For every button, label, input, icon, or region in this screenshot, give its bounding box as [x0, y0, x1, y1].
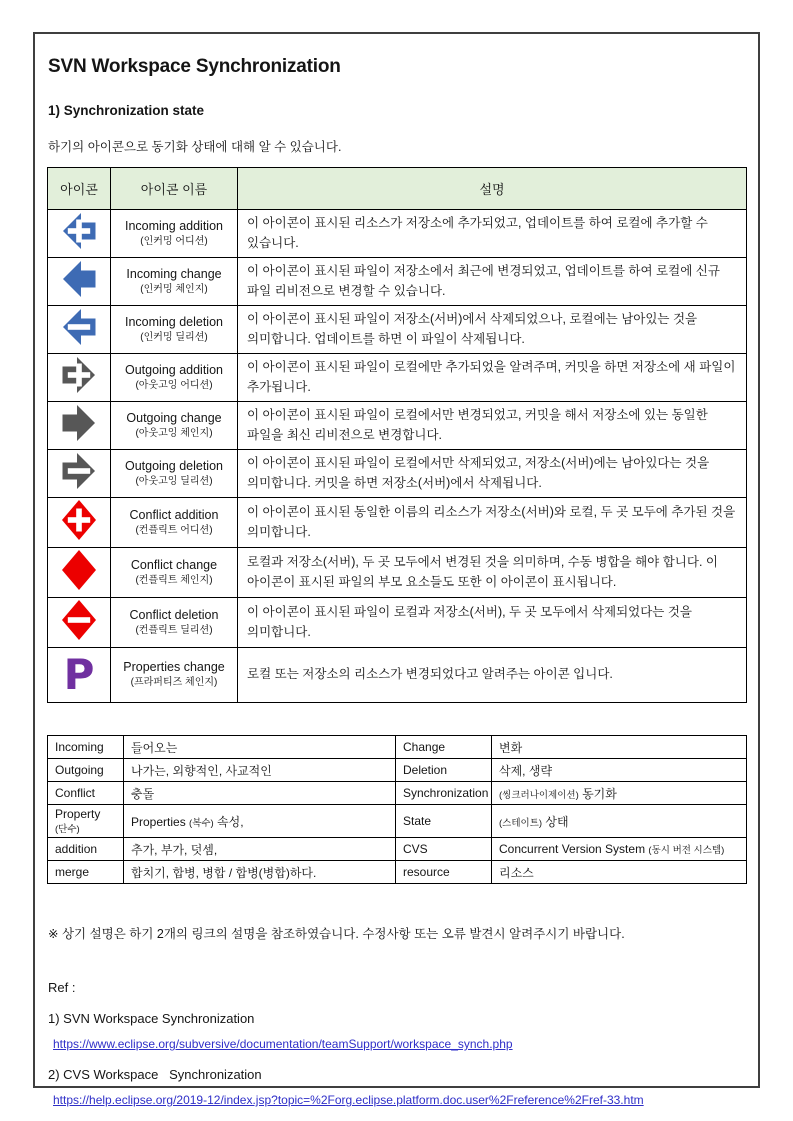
vocab-cell: 나가는, 외향적인, 사교적인 — [124, 759, 396, 782]
icon-description: 이 아이콘이 표시된 파일이 로컬에만 추가되었을 알려주며, 커밋을 하면 저장소에 새 파일이 추가됩니다. — [238, 354, 747, 402]
vocab-cell: Properties (복수) 속성, — [124, 805, 396, 838]
icon-description: 이 아이콘이 표시된 파일이 저장소(서버)에서 삭제되었으나, 로컬에는 남아있는 것을 의미합니다. 업데이트를 하면 이 파일이 삭제됩니다. — [238, 306, 747, 354]
col-header-icon-name: 아이콘 이름 — [111, 168, 238, 210]
col-header-description: 설명 — [238, 168, 747, 210]
icon-table-row-conflict-deletion — [48, 598, 747, 648]
icon-name-en: Incoming deletion — [125, 314, 223, 329]
conflict-change-icon — [48, 548, 111, 598]
icon-description: 이 아이콘이 표시된 동일한 이름의 리소스가 저장소(서버)와 로컬, 두 곳 모두에 추가된 것을 의미합니다. — [238, 498, 747, 548]
icon-name-kor: (인커밍 딜리션) — [140, 331, 208, 343]
icon-name-cell — [111, 354, 238, 402]
icon-table-row-incoming-deletion — [48, 306, 747, 354]
refs-container — [47, 1011, 746, 1107]
vocab-row — [48, 838, 747, 861]
icon-table — [47, 167, 747, 703]
icon-name-kor: (컨플릭트 체인지) — [135, 574, 213, 586]
conflict-addition-icon — [48, 498, 111, 548]
icon-description: 로컬 또는 저장소의 리소스가 변경되었다고 알려주는 아이콘 입니다. — [238, 648, 747, 703]
icon-name-en: Outgoing change — [126, 410, 222, 425]
icon-table-row-conflict-change — [48, 548, 747, 598]
icon-table-row-incoming-change — [48, 258, 747, 306]
vocab-row — [48, 805, 747, 838]
ref-title-2: 2) CVS Workspace Synchronization — [48, 1067, 262, 1082]
vocab-cell: Concurrent Version System (동시 버전 시스템) — [492, 838, 747, 861]
icon-description: 이 아이콘이 표시된 리소스가 저장소에 추가되었고, 업데이트를 하여 로컬에 추가할 수 있습니다. — [238, 210, 747, 258]
document-page — [33, 32, 760, 1107]
icon-name-cell — [111, 498, 238, 548]
icon-name-cell — [111, 258, 238, 306]
vocab-cell: 삭제, 생략 — [492, 759, 747, 782]
vocab-cell: 들어오는 — [124, 736, 396, 759]
icon-name-kor: (아웃고잉 어디션) — [135, 379, 213, 391]
icon-name-cell — [111, 450, 238, 498]
icon-description: 이 아이콘이 표시된 파일이 저장소에서 최근에 변경되었고, 업데이트를 하여 로컬에 신규 파일 리비전으로 변경할 수 있습니다. — [238, 258, 747, 306]
icon-name-kor: (아웃고잉 체인지) — [135, 427, 213, 439]
icon-name-cell — [111, 210, 238, 258]
vocab-table-body — [48, 736, 747, 884]
icon-name-cell — [111, 648, 238, 703]
icon-table-row-outgoing-addition — [48, 354, 747, 402]
vocab-cell: CVS — [396, 838, 492, 861]
icon-name-en: Conflict deletion — [129, 607, 219, 622]
vocab-cell: 합치기, 합병, 병합 / 합병(병합)하다. — [124, 861, 396, 884]
vocab-cell: resource — [396, 861, 492, 884]
icon-name-cell — [111, 402, 238, 450]
ref-url-link-1[interactable]: https://www.eclipse.org/subversive/documentation/teamSupport/workspace_synch.php — [53, 1037, 513, 1051]
vocab-cell: Incoming — [48, 736, 124, 759]
vocab-cell: Property (단수) — [48, 805, 124, 838]
icon-name-en: Properties change — [123, 660, 225, 675]
icon-description: 이 아이콘이 표시된 파일이 로컬과 저장소(서버), 두 곳 모두에서 삭제되었다는 것을 의미합니다. — [238, 598, 747, 648]
vocab-cell: State — [396, 805, 492, 838]
incoming-addition-icon — [48, 210, 111, 258]
icon-table-row-outgoing-change — [48, 402, 747, 450]
icon-table-row-outgoing-deletion — [48, 450, 747, 498]
vocab-row — [48, 759, 747, 782]
reference-note: ※ 상기 설명은 하기 2개의 링크의 설명을 참조하였습니다. 수정사항 또는 오류 발견시 알려주시기 바랍니다. — [48, 927, 625, 941]
vocab-cell: 추가, 부가, 덧셈, — [124, 838, 396, 861]
incoming-deletion-icon — [48, 306, 111, 354]
vocab-cell: Deletion — [396, 759, 492, 782]
intro-text: 하기의 아이콘으로 동기화 상태에 대해 알 수 있습니다. — [48, 140, 342, 154]
icon-name-en: Conflict change — [130, 557, 218, 572]
icon-name-kor: (컨플릭트 딜리션) — [135, 624, 213, 636]
icon-table-body — [48, 210, 747, 703]
vocab-cell: Conflict — [48, 782, 124, 805]
ref-url-link-2[interactable]: https://help.eclipse.org/2019-12/index.jsp?topic=%2Forg.eclipse.platform.doc.user%2Freference%2Fref-33.htm — [53, 1093, 644, 1107]
vocab-cell: addition — [48, 838, 124, 861]
conflict-deletion-icon — [48, 598, 111, 648]
icon-name-cell — [111, 598, 238, 648]
icon-name-kor: (프라퍼티즈 체인지) — [130, 677, 218, 689]
icon-name-en: Outgoing deletion — [125, 458, 223, 473]
icon-name-cell — [111, 306, 238, 354]
vocab-table — [47, 735, 747, 884]
vocab-cell: Change — [396, 736, 492, 759]
icon-name-kor: (아웃고잉 딜리션) — [135, 475, 213, 487]
outgoing-addition-icon — [48, 354, 111, 402]
icon-description: 이 아이콘이 표시된 파일이 로컬에서만 변경되었고, 커밋을 해서 저장소에 있는 동일한 파일을 최신 리비전으로 변경합니다. — [238, 402, 747, 450]
icon-description: 로컬과 저장소(서버), 두 곳 모두에서 변경된 것을 의미하며, 수동 병합을 해야 합니다. 이 아이콘이 표시된 파일의 부모 요소들도 또한 이 아이콘이 표시됩니다. — [238, 548, 747, 598]
vocab-cell: Outgoing — [48, 759, 124, 782]
vocab-cell: merge — [48, 861, 124, 884]
vocab-cell: 충돌 — [124, 782, 396, 805]
icon-name-kor: (컨플릭트 어디션) — [135, 524, 213, 536]
icon-name-cell — [111, 548, 238, 598]
section-heading: 1) Synchronization state — [48, 103, 205, 118]
vocab-cell: 변화 — [492, 736, 747, 759]
incoming-change-icon — [48, 258, 111, 306]
icon-table-row-properties-change — [48, 648, 747, 703]
icon-table-row-incoming-addition — [48, 210, 747, 258]
icon-table-row-conflict-addition — [48, 498, 747, 548]
vocab-cell: 리소스 — [492, 861, 747, 884]
icon-name-en: Incoming addition — [125, 218, 223, 233]
vocab-row — [48, 861, 747, 884]
icon-description: 이 아이콘이 표시된 파일이 로컬에서만 삭제되었고, 저장소(서버)에는 남아있다는 것을 의미합니다. 커밋을 하면 저장소(서버)에서 삭제됩니다. — [238, 450, 747, 498]
icon-name-en: Outgoing addition — [125, 362, 223, 377]
icon-name-kor: (인커밍 체인지) — [140, 283, 208, 295]
outgoing-change-icon — [48, 402, 111, 450]
vocab-cell: (씽크러나이제이션) 동기화 — [492, 782, 747, 805]
vocab-cell: Synchronization — [396, 782, 492, 805]
properties-p-glyph: P — [63, 650, 95, 699]
vocab-row — [48, 782, 747, 805]
icon-name-en: Incoming change — [126, 266, 222, 281]
ref-label: Ref : — [48, 980, 76, 995]
properties-change-icon — [48, 648, 111, 703]
page-title: SVN Workspace Synchronization — [48, 56, 341, 77]
vocab-cell: (스테이트) 상태 — [492, 805, 747, 838]
icon-name-kor: (인커밍 어디션) — [140, 235, 208, 247]
vocab-row — [48, 736, 747, 759]
icon-name-en: Conflict addition — [129, 507, 219, 522]
outgoing-deletion-icon — [48, 450, 111, 498]
col-header-icon: 아이콘 — [48, 168, 111, 210]
ref-title-1: 1) SVN Workspace Synchronization — [48, 1011, 255, 1026]
icon-table-header-row — [48, 168, 747, 210]
